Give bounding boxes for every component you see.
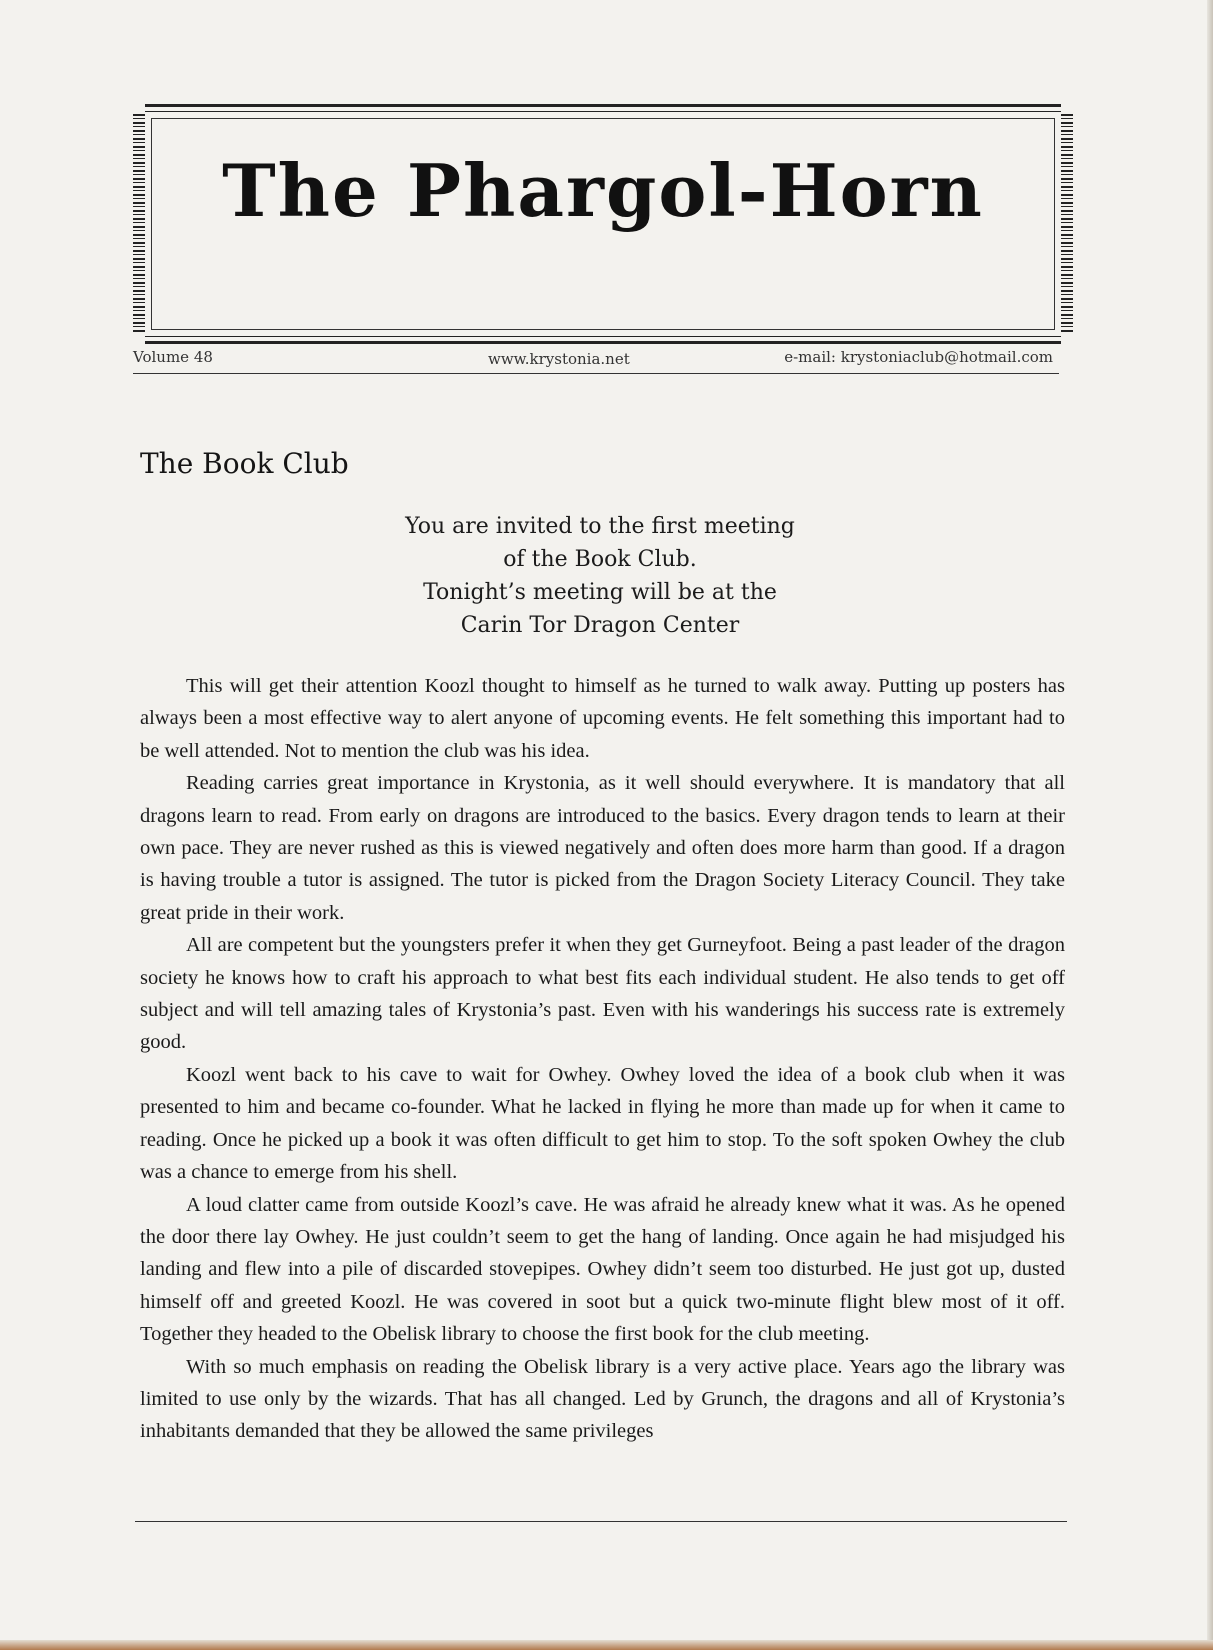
- invitation-line: You are invited to the first meeting: [405, 514, 795, 539]
- invitation-line: Carin Tor Dragon Center: [460, 613, 740, 638]
- website-link[interactable]: www.krystonia.net: [488, 350, 630, 368]
- masthead-rule-bottom-thin: [145, 336, 1061, 337]
- newsletter-title: The Phargol-Horn: [222, 148, 984, 233]
- masthead-rule-top-thin: [145, 111, 1061, 112]
- volume-number: Volume 48: [133, 348, 213, 366]
- info-divider: [133, 373, 1059, 374]
- invitation-line: of the Book Club.: [503, 547, 697, 572]
- body-paragraph: This will get their attention Koozl thought to himself as he turned to walk away. Putting up posters has always been a most effective way to alert anyone of upcoming events. He felt something this important had to be well attended. Not to mention the club was his idea.: [140, 675, 1065, 762]
- body-paragraph: A loud clatter came from outside Koozl’s cave. He was afraid he already knew what it was. As he opened the door there lay Owhey. He just couldn’t seem to get the hang of landing. Once again he had misjudged his landing and flew into a pile of discarded stovepipes. Owhey didn’t seem too disturbed. He just got up, dusted himself off and greeted Koozl. He was covered in soot but a quick two-minute flight blew most of it off. Together they headed to the Obelisk library to choose the first book for the club meeting.: [140, 1193, 1065, 1346]
- masthead-rule-top: [145, 104, 1061, 107]
- body-paragraph: Reading carries great importance in Krystonia, as it well should everywhere. It is mandatory that all dragons learn to read. From early on dragons are introduced to the basics. Every dragon tends to learn at their own pace. They are never rushed as this is viewed negatively and often does more harm than good. If a dragon is having trouble a tutor is assigned. The tutor is picked from the Dragon Society Literacy Council. They take great pride in their work.: [140, 772, 1065, 924]
- email-address[interactable]: e-mail: krystoniaclub@hotmail.com: [784, 348, 1053, 366]
- body-paragraph: With so much emphasis on reading the Obelisk library is a very active place. Years ago the library was limited to use only by the wizards. That has all changed. Led by Grunch, the dragons and all of Krystonia’s inhabitants demanded that they be allowed the same privileges: [140, 1355, 1065, 1443]
- article-body: [140, 670, 1065, 1448]
- page-edge-bottom: [0, 1640, 1213, 1650]
- invitation-block: [340, 510, 860, 642]
- body-paragraph: All are competent but the youngsters prefer it when they get Gurneyfoot. Being a past leader of the dragon society he knows how to craft his approach to what best fits each individual student. He also tends to get off subject and will tell amazing tales of Krystonia’s past. Even with his wanderings his success rate is extremely good.: [140, 934, 1065, 1054]
- masthead: [133, 104, 1073, 344]
- invitation-line: Tonight’s meeting will be at the: [423, 580, 777, 605]
- masthead-rule-bottom: [145, 341, 1061, 344]
- footer-divider: [135, 1521, 1067, 1522]
- article-title: The Book Club: [140, 447, 349, 480]
- page-edge-right: [1207, 0, 1213, 1650]
- masthead-info-line: [133, 348, 1073, 372]
- body-paragraph: Koozl went back to his cave to wait for Owhey. Owhey loved the idea of a book club when it was presented to him and became co-founder. What he lacked in flying he more than made up for when it came to reading. Once he picked up a book it was often difficult to get him to stop. To the soft spoken Owhey the club was a chance to emerge from his shell.: [140, 1063, 1065, 1184]
